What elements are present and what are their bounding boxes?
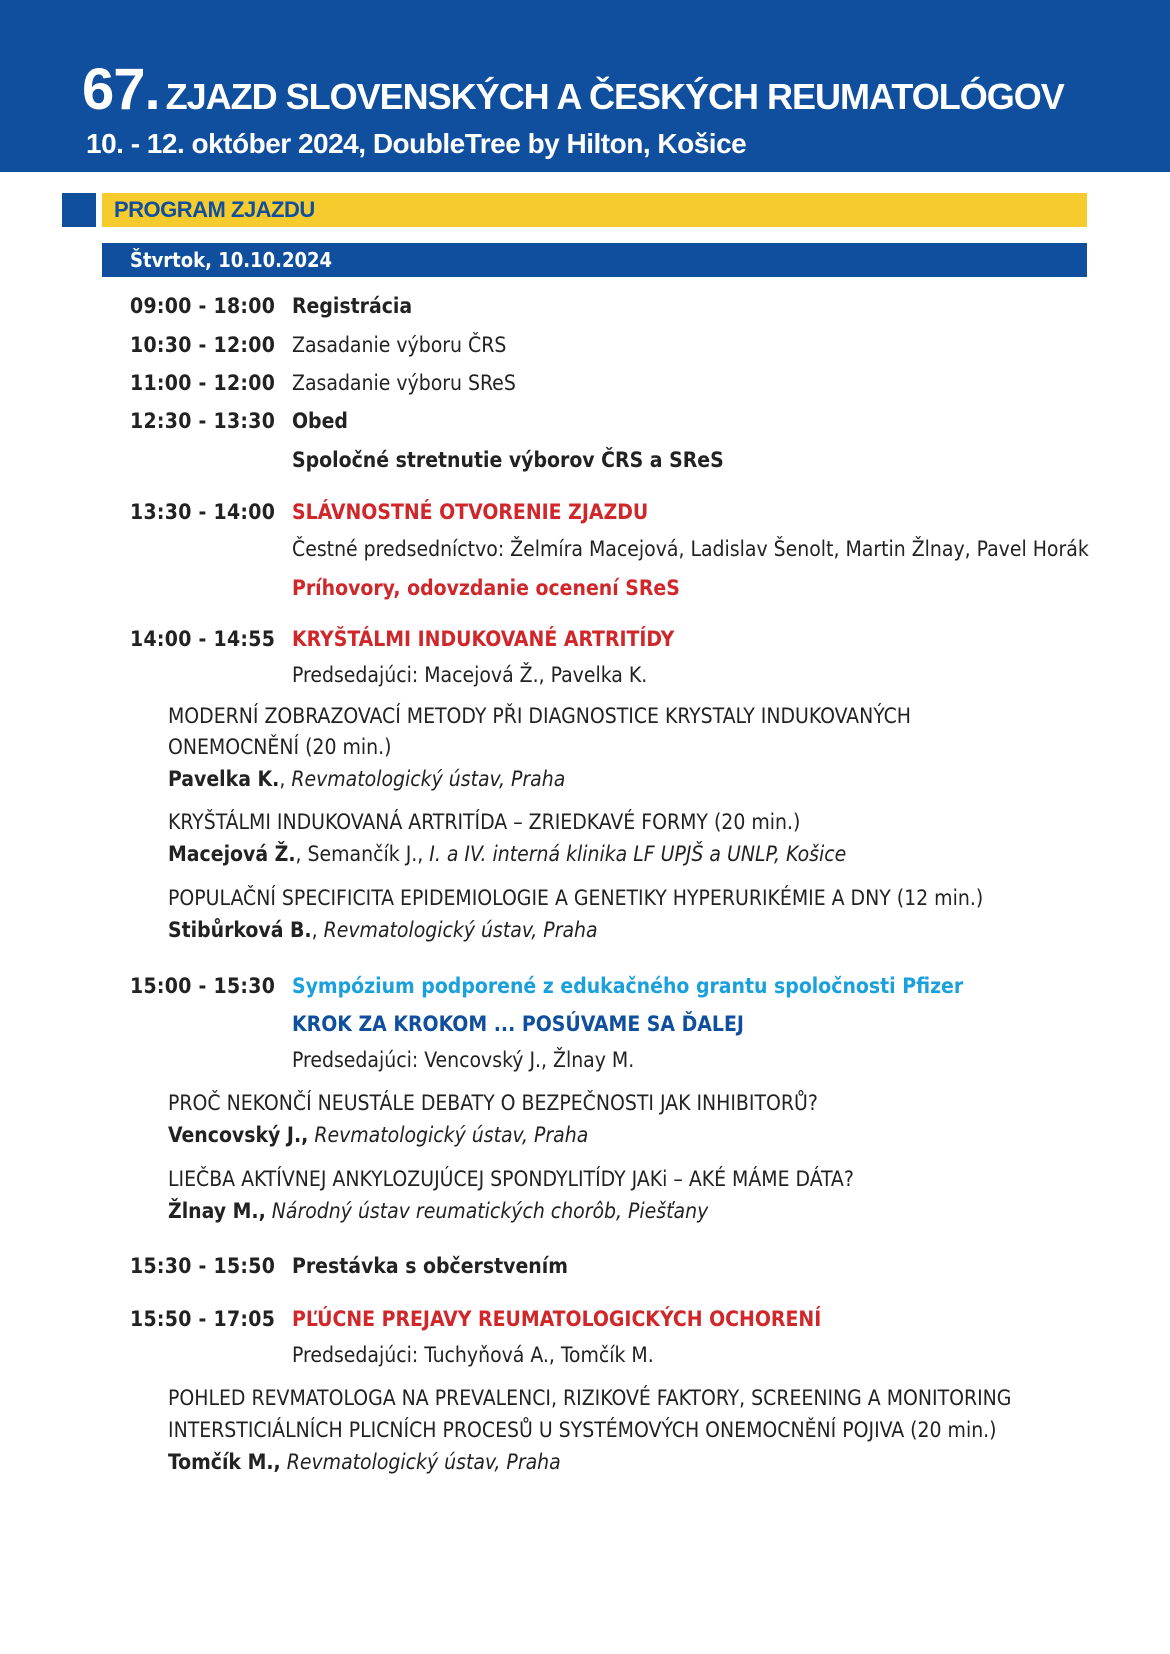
item-time: 14:00 - 14:55 <box>130 627 276 651</box>
session-title: KRYŠTÁLMI INDUKOVANÉ ARTRITÍDY <box>292 627 675 651</box>
day-title: Štvrtok, 10.10.2024 <box>130 248 333 272</box>
session-chairs: Predsedajúci: Macejová Ž., Pavelka K. <box>292 663 648 687</box>
item-extra: Spoločné stretnutie výborov ČRS a SReS <box>292 448 724 472</box>
talk-speaker: Stibůrková B. <box>168 918 312 942</box>
congress-dates-venue: 10. - 12. október 2024, DoubleTree by Hilton, Košice <box>86 128 747 159</box>
item-time: 10:30 - 12:00 <box>130 333 276 357</box>
session-chairs: Predsedajúci: Tuchyňová A., Tomčík M. <box>292 1343 654 1367</box>
item-time: 12:30 - 13:30 <box>130 409 276 433</box>
talk-speaker-line <box>168 1448 561 1476</box>
talk-title: PROČ NEKONČÍ NEUSTÁLE DEBATY O BEZPEČNOSTI JAK INHIBITORŮ? <box>168 1091 818 1115</box>
item-time: 15:30 - 15:50 <box>130 1254 276 1278</box>
item-time: 13:30 - 14:00 <box>130 500 276 524</box>
talk-affiliation: Revmatologický ústav, Praha <box>323 918 598 942</box>
item-title: Prestávka s občerstvením <box>292 1254 568 1278</box>
talk-speaker-line <box>168 840 846 868</box>
talk-title: POHLED REVMATOLOGA NA PREVALENCI, RIZIKOVÉ FAKTORY, SCREENING A MONITORING <box>168 1386 1012 1410</box>
talk-speaker: Macejová Ž. <box>168 842 296 866</box>
item-title: Obed <box>292 409 348 433</box>
item-time: 11:00 - 12:00 <box>130 371 276 395</box>
section-marker <box>62 193 96 227</box>
talk-speaker-line <box>168 916 598 944</box>
talk-affiliation: Národný ústav reumatických chorôb, Piešťany <box>271 1199 709 1223</box>
talk-title: MODERNÍ ZOBRAZOVACÍ METODY PŘI DIAGNOSTICE KRYSTALY INDUKOVANÝCH <box>168 704 912 728</box>
item-title: Zasadanie výboru SReS <box>292 371 516 395</box>
talk-title: INTERSTICIÁLNÍCH PLICNÍCH PROCESŮ U SYSTÉMOVÝCH ONEMOCNĚNÍ POJIVA (20 min.) <box>168 1418 997 1442</box>
talk-speaker-line <box>168 765 565 793</box>
talk-affiliation: Revmatologický ústav, Praha <box>286 1450 561 1474</box>
talk-speaker: Tomčík M., <box>168 1450 281 1474</box>
talk-affiliation: Revmatologický ústav, Praha <box>291 767 566 791</box>
session-chairs: Čestné predsedníctvo: Želmíra Macejová, Ladislav Šenolt, Martin Žlnay, Pavel Horák <box>292 537 1089 561</box>
congress-title <box>82 56 1064 123</box>
talk-affiliation: I. a IV. interná klinika LF UPJŠ a UNLP, Košice <box>429 842 847 866</box>
session-title: PĽÚCNE PREJAVY REUMATOLOGICKÝCH OCHORENÍ <box>292 1307 822 1331</box>
session-title: SLÁVNOSTNÉ OTVORENIE ZJAZDU <box>292 500 649 524</box>
congress-name: ZJAZD SLOVENSKÝCH A ČESKÝCH REUMATOLÓGOV <box>165 76 1064 117</box>
talk-separator: , Semančík J., <box>295 842 430 866</box>
congress-number: 67. <box>82 57 160 122</box>
item-time: 15:00 - 15:30 <box>130 974 276 998</box>
talk-speaker: Žlnay M., <box>168 1199 266 1223</box>
talk-title: ONEMOCNĚNÍ (20 min.) <box>168 735 392 759</box>
talk-title: POPULAČNÍ SPECIFICITA EPIDEMIOLOGIE A GENETIKY HYPERURIKÉMIE A DNY (12 min.) <box>168 886 984 910</box>
item-title: Zasadanie výboru ČRS <box>292 333 507 357</box>
item-extra: Príhovory, odovzdanie ocenení SReS <box>292 576 680 600</box>
sponsor-note: Sympózium podporené z edukačného grantu spoločnosti Pfizer <box>292 974 964 998</box>
talk-separator: , <box>311 918 324 942</box>
talk-speaker-line <box>168 1197 708 1225</box>
section-title: PROGRAM ZJAZDU <box>114 197 315 222</box>
talk-speaker-line <box>168 1121 588 1149</box>
talk-title: LIEČBA AKTÍVNEJ ANKYLOZUJÚCEJ SPONDYLITÍDY JAKi – AKÉ MÁME DÁTA? <box>168 1167 854 1191</box>
talk-title: KRYŠTÁLMI INDUKOVANÁ ARTRITÍDA – ZRIEDKAVÉ FORMY (20 min.) <box>168 810 801 834</box>
item-time: 15:50 - 17:05 <box>130 1307 276 1331</box>
talk-speaker: Pavelka K. <box>168 767 280 791</box>
session-title: KROK ZA KROKOM ... POSÚVAME SA ĎALEJ <box>292 1012 744 1036</box>
item-time: 09:00 - 18:00 <box>130 294 276 318</box>
talk-affiliation: Revmatologický ústav, Praha <box>314 1123 589 1147</box>
talk-speaker: Vencovský J., <box>168 1123 309 1147</box>
talk-separator: , <box>279 767 292 791</box>
session-chairs: Predsedajúci: Vencovský J., Žlnay M. <box>292 1048 635 1072</box>
item-title: Registrácia <box>292 294 413 318</box>
